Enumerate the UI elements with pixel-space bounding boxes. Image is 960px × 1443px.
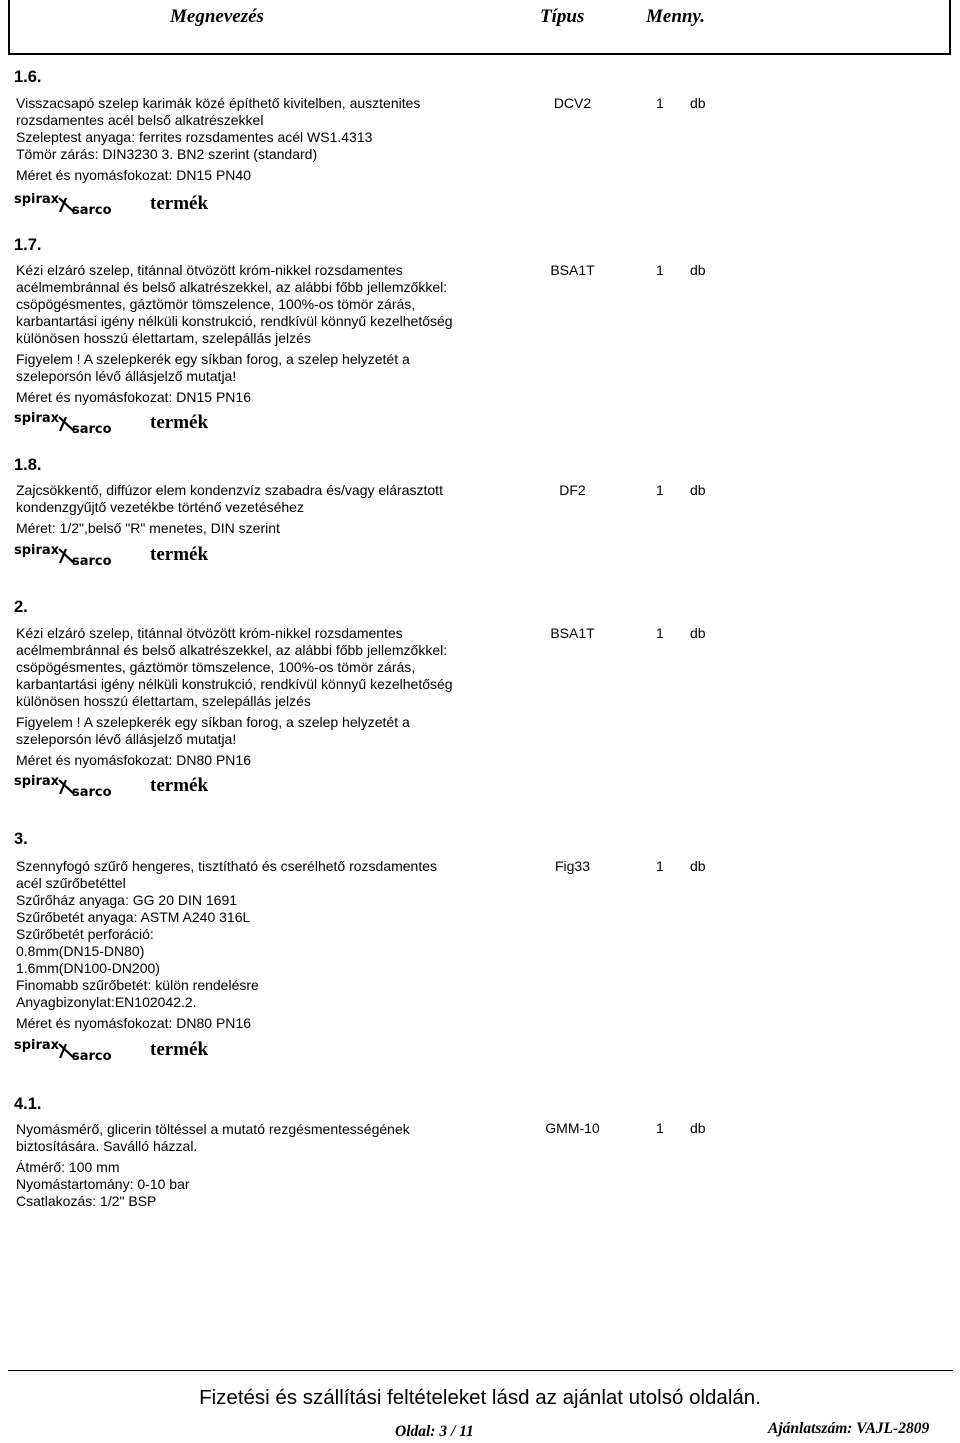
description-line: Zajcsökkentő, diffúzor elem kondenzvíz szabadra és/vagy elárasztott bbox=[16, 482, 443, 498]
table-header bbox=[8, 0, 951, 55]
item-qty: 1 bbox=[656, 482, 664, 498]
description-line: Finomabb szűrőbetét: külön rendelésre bbox=[16, 977, 259, 993]
item-description bbox=[16, 858, 506, 1032]
product-label: termék bbox=[150, 1039, 209, 1060]
description-line: Szűrőbetét perforáció: bbox=[16, 926, 154, 942]
description-line: acélmembránnal és belső alkatrészekkel, az alábbi főbb jellemzőkkel: bbox=[16, 642, 448, 658]
description-line: csöpögésmentes, gáztömör tömszelence, 100%-os tömör zárás, bbox=[16, 659, 416, 675]
item-number: 1.8. bbox=[14, 456, 42, 474]
page-number: Oldal: 3 / 11 bbox=[395, 1423, 474, 1440]
description-line: különösen hosszú élettartam, szelepállás jelzés bbox=[16, 330, 311, 346]
description-line: Szeleptest anyaga: ferrites rozsdamentes acél WS1.4313 bbox=[16, 129, 373, 145]
spirax-sarco-logo bbox=[14, 774, 129, 800]
description-line: Méret és nyomásfokozat: DN80 PN16 bbox=[16, 1015, 251, 1031]
description-line: 1.6mm(DN100-DN200) bbox=[16, 960, 160, 976]
description-line: acél szűrőbetéttel bbox=[16, 875, 126, 891]
description-line: Méret: 1/2",belső "R" menetes, DIN szerint bbox=[16, 520, 280, 536]
item-type: GMM-10 bbox=[545, 1120, 600, 1136]
header-name: Megnevezés bbox=[170, 6, 264, 27]
description-line: Kézi elzáró szelep, titánnal ötvözött króm-nikkel rozsdamentes bbox=[16, 262, 403, 278]
item-type: DCV2 bbox=[553, 95, 592, 111]
description-line: kondenzgyűjtő vezetékbe történő vezetéséhez bbox=[16, 499, 304, 515]
item-type: BSA1T bbox=[550, 625, 595, 641]
item-unit: db bbox=[690, 95, 706, 111]
description-line: Szűrőház anyaga: GG 20 DIN 1691 bbox=[16, 892, 238, 908]
description-line: Méret és nyomásfokozat: DN15 PN40 bbox=[16, 167, 251, 183]
svg-text:sarco: sarco bbox=[72, 1049, 112, 1064]
item-description bbox=[16, 482, 506, 537]
description-line: karbantartási igény nélküli konstrukció, rendkívül könnyű kezelhetőség bbox=[16, 676, 453, 692]
footer-divider bbox=[8, 1370, 953, 1371]
item-unit: db bbox=[690, 625, 706, 641]
item-number: 1.7. bbox=[14, 236, 42, 254]
svg-text:spirax: spirax bbox=[14, 774, 60, 789]
header-type: Típus bbox=[540, 6, 585, 27]
item-type: BSA1T bbox=[550, 262, 595, 278]
svg-text:sarco: sarco bbox=[72, 422, 112, 437]
description-line: Figyelem ! A szelepkerék egy síkban forog, a szelep helyzetét a bbox=[16, 351, 410, 367]
description-line: Figyelem ! A szelepkerék egy síkban forog, a szelep helyzetét a bbox=[16, 714, 410, 730]
svg-text:sarco: sarco bbox=[72, 203, 112, 218]
item-qty: 1 bbox=[656, 95, 664, 111]
svg-text:spirax: spirax bbox=[14, 192, 60, 207]
svg-text:spirax: spirax bbox=[14, 1038, 60, 1053]
product-label: termék bbox=[150, 193, 209, 214]
item-qty: 1 bbox=[656, 1120, 664, 1136]
description-line: biztosítására. Saválló házzal. bbox=[16, 1138, 198, 1154]
item-unit: db bbox=[690, 1120, 706, 1136]
description-line: Átmérő: 100 mm bbox=[16, 1159, 120, 1175]
item-qty: 1 bbox=[656, 625, 664, 641]
svg-text:sarco: sarco bbox=[72, 785, 112, 800]
item-description bbox=[16, 1121, 506, 1210]
description-line: Méret és nyomásfokozat: DN80 PN16 bbox=[16, 752, 251, 768]
description-line: rozsdamentes acél belső alkatrészekkel bbox=[16, 112, 264, 128]
header-qty: Menny. bbox=[646, 6, 705, 27]
item-qty: 1 bbox=[656, 858, 664, 874]
description-line: Anyagbizonylat:EN102042.2. bbox=[16, 994, 197, 1010]
item-number: 2. bbox=[14, 598, 28, 616]
item-unit: db bbox=[690, 482, 706, 498]
item-number: 3. bbox=[14, 830, 28, 848]
description-line: Nyomástartomány: 0-10 bar bbox=[16, 1176, 190, 1192]
svg-text:spirax: spirax bbox=[14, 543, 60, 558]
item-type: Fig33 bbox=[554, 858, 591, 874]
product-label: termék bbox=[150, 412, 209, 433]
description-line: acélmembránnal és belső alkatrészekkel, az alábbi főbb jellemzőkkel: bbox=[16, 279, 448, 295]
item-type: DF2 bbox=[559, 482, 586, 498]
product-label: termék bbox=[150, 775, 209, 796]
item-number: 4.1. bbox=[14, 1095, 42, 1113]
description-line: különösen hosszú élettartam, szelepállás jelzés bbox=[16, 693, 311, 709]
spirax-sarco-logo bbox=[14, 411, 129, 437]
product-label: termék bbox=[150, 544, 209, 565]
spirax-sarco-logo bbox=[14, 192, 129, 218]
description-line: Méret és nyomásfokozat: DN15 PN16 bbox=[16, 389, 251, 405]
item-unit: db bbox=[690, 262, 706, 278]
description-line: 0.8mm(DN15-DN80) bbox=[16, 943, 145, 959]
description-line: karbantartási igény nélküli konstrukció, rendkívül könnyű kezelhetőség bbox=[16, 313, 453, 329]
description-line: szeleporsón lévő állásjelző mutatja! bbox=[16, 731, 237, 747]
description-line: Nyomásmérő, glicerin töltéssel a mutató rezgésmentességének bbox=[16, 1121, 410, 1137]
offer-number: Ajánlatszám: VAJL-2809 bbox=[768, 1420, 930, 1437]
svg-text:spirax: spirax bbox=[14, 411, 60, 426]
description-line: Tömör zárás: DIN3230 3. BN2 szerint (standard) bbox=[16, 146, 318, 162]
description-line: Visszacsapó szelep karimák közé építhető kivitelben, ausztenites bbox=[16, 95, 421, 111]
spirax-sarco-logo bbox=[14, 1038, 129, 1064]
description-line: Kézi elzáró szelep, titánnal ötvözött króm-nikkel rozsdamentes bbox=[16, 625, 403, 641]
item-description bbox=[16, 262, 506, 406]
description-line: Csatlakozás: 1/2" BSP bbox=[16, 1193, 157, 1209]
description-line: szeleporsón lévő állásjelző mutatja! bbox=[16, 368, 237, 384]
item-number: 1.6. bbox=[14, 68, 42, 86]
spirax-sarco-logo bbox=[14, 543, 129, 569]
item-unit: db bbox=[690, 858, 706, 874]
svg-text:sarco: sarco bbox=[72, 554, 112, 569]
item-description bbox=[16, 625, 506, 769]
description-line: Szűrőbetét anyaga: ASTM A240 316L bbox=[16, 909, 251, 925]
description-line: csöpögésmentes, gáztömör tömszelence, 100%-os tömör zárás, bbox=[16, 296, 416, 312]
footer-note: Fizetési és szállítási feltételeket lásd az ajánlat utolsó oldalán. bbox=[199, 1386, 761, 1409]
description-line: Szennyfogó szűrő hengeres, tisztítható és cserélhető rozsdamentes bbox=[16, 858, 438, 874]
item-description bbox=[16, 95, 506, 184]
item-qty: 1 bbox=[656, 262, 664, 278]
